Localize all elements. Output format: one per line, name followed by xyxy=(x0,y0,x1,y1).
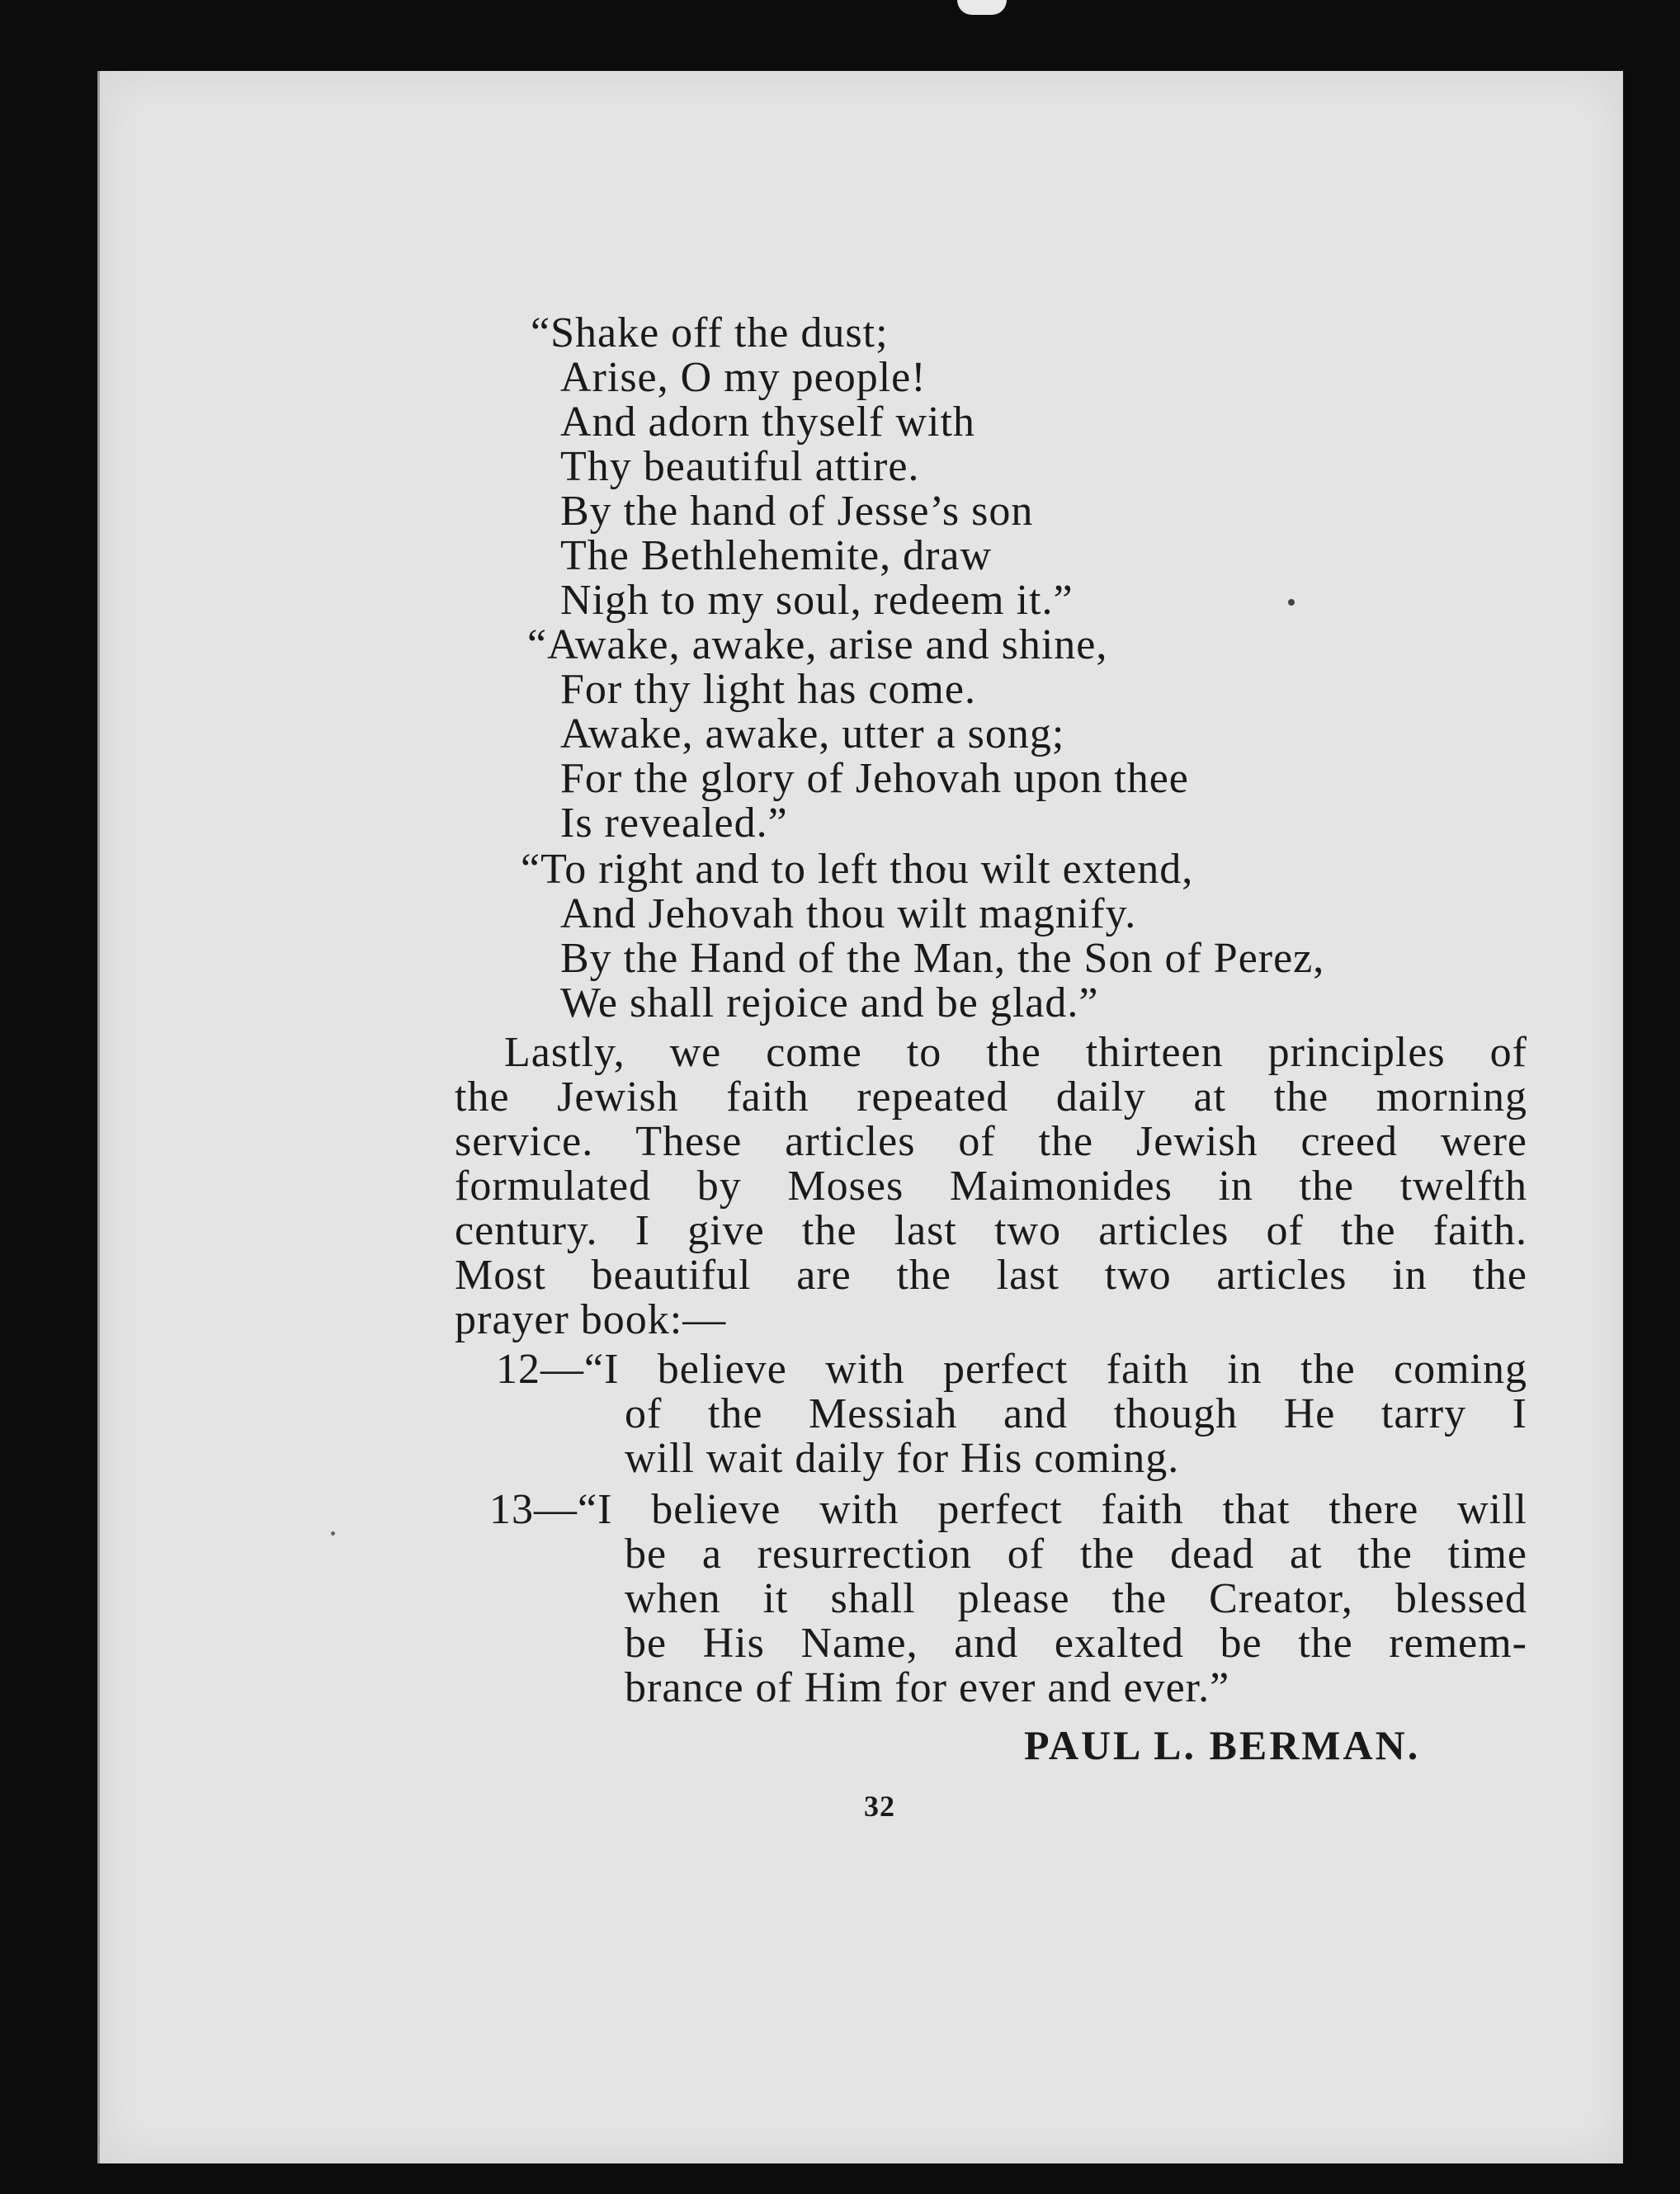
article-line: of the Messiah and though He tarry I xyxy=(625,1390,1527,1437)
author-signature: PAUL L. BERMAN. xyxy=(1024,1722,1421,1768)
page-speck xyxy=(1288,599,1295,606)
poem-line: And adorn thyself with xyxy=(560,399,975,446)
poem-line: We shall rejoice and be glad.” xyxy=(560,979,1099,1026)
poem-line: Awake, awake, utter a song; xyxy=(560,710,1065,757)
page-number: 32 xyxy=(864,1790,895,1823)
article-line: will wait daily for His coming. xyxy=(625,1435,1180,1482)
article-line: when it shall please the Creator, blessed xyxy=(625,1575,1527,1622)
poem-line: “Awake, awake, arise and shine, xyxy=(527,621,1108,668)
paragraph-line: formulated by Moses Maimonides in the twelfth xyxy=(455,1163,1527,1210)
article-line: be a resurrection of the dead at the time xyxy=(625,1531,1527,1578)
poem-line: “To right and to left thou wilt extend, xyxy=(521,846,1194,893)
paragraph-line: century. I give the last two articles of the faith. xyxy=(455,1207,1527,1254)
poem-line: Arise, O my people! xyxy=(560,354,927,401)
paragraph-line: service. These articles of the Jewish creed were xyxy=(455,1118,1527,1165)
poem-line: “Shake off the dust; xyxy=(531,309,889,356)
paragraph-line: Lastly, we come to the thirteen principles of xyxy=(504,1029,1527,1076)
poem-line: For thy light has come. xyxy=(560,666,976,713)
page-speck xyxy=(331,1531,335,1536)
poem-line: By the hand of Jesse’s son xyxy=(560,488,1034,535)
poem-line: Thy beautiful attire. xyxy=(560,443,920,490)
paragraph-line: Most beautiful are the last two articles in the xyxy=(455,1252,1527,1299)
poem-line: Nigh to my soul, redeem it.” xyxy=(560,577,1074,624)
document-page xyxy=(97,71,1623,2163)
paragraph-line: prayer book:— xyxy=(455,1296,727,1343)
article-line: 12—“I believe with perfect faith in the coming xyxy=(496,1346,1527,1393)
paragraph-line: the Jewish faith repeated daily at the morning xyxy=(455,1073,1527,1121)
film-blemish xyxy=(957,0,1007,15)
article-line: brance of Him for ever and ever.” xyxy=(625,1664,1230,1711)
poem-line: The Bethlehemite, draw xyxy=(560,532,993,579)
poem-line: And Jehovah thou wilt magnify. xyxy=(560,890,1137,937)
poem-line: By the Hand of the Man, the Son of Perez, xyxy=(560,935,1325,982)
poem-line: Is revealed.” xyxy=(560,800,788,847)
poem-line: For the glory of Jehovah upon thee xyxy=(560,755,1189,802)
article-line: 13—“I believe with perfect faith that there will xyxy=(489,1486,1527,1533)
article-line: be His Name, and exalted be the remem- xyxy=(625,1620,1527,1667)
